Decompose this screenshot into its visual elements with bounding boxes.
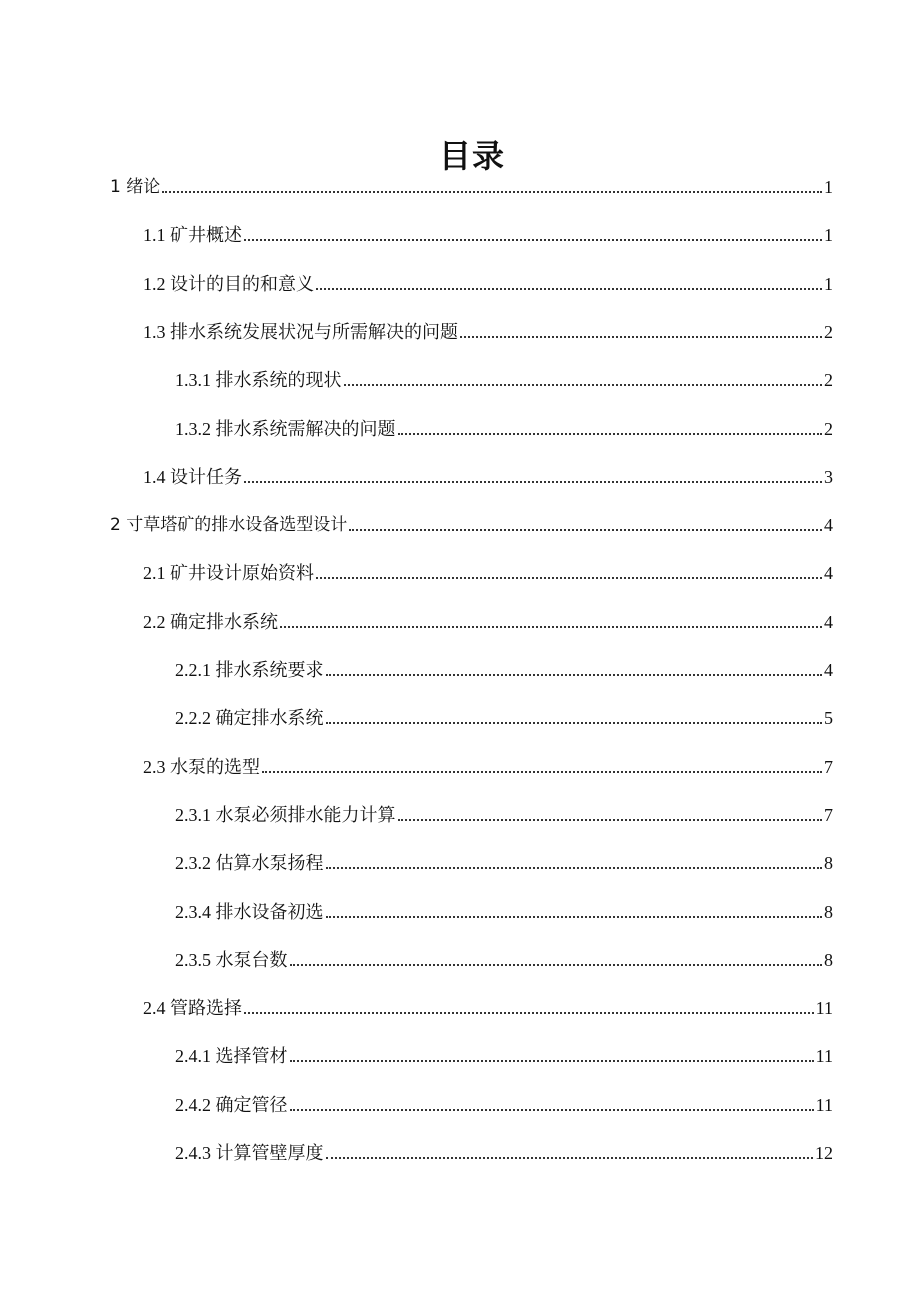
dot-leader (290, 1060, 814, 1062)
toc-entry[interactable] (175, 893, 833, 923)
toc-page-number: 5 (824, 708, 833, 729)
toc-entry[interactable] (143, 216, 833, 246)
toc-page-number: 2 (824, 370, 833, 391)
toc-entry[interactable] (175, 699, 833, 729)
toc-entry[interactable] (175, 1134, 833, 1164)
toc-entry-title: 2.1 矿井设计原始资料 (143, 563, 314, 584)
toc-entry-title: 2.4 管路选择 (143, 998, 242, 1019)
toc-page-number: 11 (815, 1046, 833, 1067)
toc-entry-title: 2.4.3 计算管壁厚度 (175, 1143, 324, 1163)
toc-page-number: 8 (824, 901, 833, 922)
toc-entry-title: 2.3.2 估算水泵扬程 (175, 853, 324, 874)
dot-leader (326, 674, 823, 676)
toc-entry[interactable] (175, 941, 833, 971)
toc-page-number: 7 (824, 804, 833, 825)
toc-entry-title: 2.2.1 排水系统要求 (175, 660, 324, 680)
toc-entry[interactable] (110, 506, 833, 536)
toc-entry-title: 1 绪论 (110, 177, 161, 197)
dot-leader (398, 819, 823, 821)
dot-leader (244, 1012, 814, 1014)
toc-entry[interactable] (175, 361, 833, 391)
toc-page-number: 7 (824, 756, 833, 777)
dot-leader (290, 964, 823, 966)
toc-entry-title: 1.3.2 排水系统需解决的问题 (175, 418, 396, 439)
toc-title: 目录 (438, 137, 505, 176)
toc-entry-title: 2.2 确定排水系统 (143, 611, 278, 632)
toc-entry[interactable] (143, 554, 833, 584)
toc-entry[interactable] (143, 313, 833, 343)
toc-page-number: 11 (815, 998, 833, 1019)
toc-page-number: 4 (824, 660, 833, 680)
dot-leader (290, 1109, 814, 1111)
toc-entry[interactable] (143, 603, 833, 633)
toc-page-number: 11 (815, 1094, 833, 1115)
toc-entry[interactable] (143, 458, 833, 488)
dot-leader (326, 867, 823, 869)
toc-entry-title: 2.3.1 水泵必须排水能力计算 (175, 804, 396, 825)
toc-page-number: 12 (815, 1143, 833, 1163)
dot-leader (344, 384, 823, 386)
toc-entry-title: 2.3 水泵的选型 (143, 756, 260, 777)
toc-page-number: 8 (824, 853, 833, 874)
dot-leader (326, 722, 823, 724)
toc-page-number: 2 (824, 418, 833, 439)
dot-leader (316, 288, 822, 290)
toc-page-number: 1 (824, 273, 833, 294)
toc-entry[interactable] (175, 651, 833, 681)
toc-entry-title: 1.3 排水系统发展状况与所需解决的问题 (143, 321, 458, 342)
toc-page-number: 1 (824, 177, 833, 197)
dot-leader (316, 577, 822, 579)
toc-entry-title: 2 寸草塔矿的排水设备选型设计 (110, 515, 348, 536)
toc-entry[interactable] (110, 168, 833, 198)
dot-leader (326, 916, 823, 918)
toc-entry-title: 2.4.1 选择管材 (175, 1046, 288, 1067)
toc-entry[interactable] (143, 265, 833, 295)
dot-leader (460, 336, 822, 338)
dot-leader (244, 239, 822, 241)
dot-leader (244, 481, 822, 483)
dot-leader (162, 191, 822, 193)
toc-entry[interactable] (143, 748, 833, 778)
dot-leader (349, 529, 822, 531)
toc-page-number: 4 (824, 563, 833, 584)
dot-leader (262, 771, 822, 773)
toc-page-number: 1 (824, 225, 833, 246)
toc-entry-title: 1.1 矿井概述 (143, 225, 242, 246)
toc-entry[interactable] (175, 796, 833, 826)
toc-entry[interactable] (175, 1037, 833, 1067)
toc-entry-title: 2.3.5 水泵台数 (175, 949, 288, 970)
toc-page-number: 4 (824, 611, 833, 632)
toc-entry[interactable] (175, 410, 833, 440)
toc-entry[interactable] (175, 1086, 833, 1116)
toc-entry-title: 1.3.1 排水系统的现状 (175, 370, 342, 391)
toc-entry-title: 1.2 设计的目的和意义 (143, 273, 314, 294)
dot-leader (326, 1157, 814, 1159)
toc-entry-title: 1.4 设计任务 (143, 466, 242, 487)
toc-page-number: 8 (824, 949, 833, 970)
toc-page-number: 3 (824, 466, 833, 487)
dot-leader (398, 433, 823, 435)
toc-entry-title: 2.2.2 确定排水系统 (175, 708, 324, 729)
toc-entry-title: 2.3.4 排水设备初选 (175, 901, 324, 922)
dot-leader (280, 626, 822, 628)
toc-entry[interactable] (175, 844, 833, 874)
toc-page-number: 2 (824, 321, 833, 342)
toc-entry[interactable] (143, 989, 833, 1019)
toc-entry-title: 2.4.2 确定管径 (175, 1094, 288, 1115)
toc-page-number: 4 (824, 515, 833, 536)
